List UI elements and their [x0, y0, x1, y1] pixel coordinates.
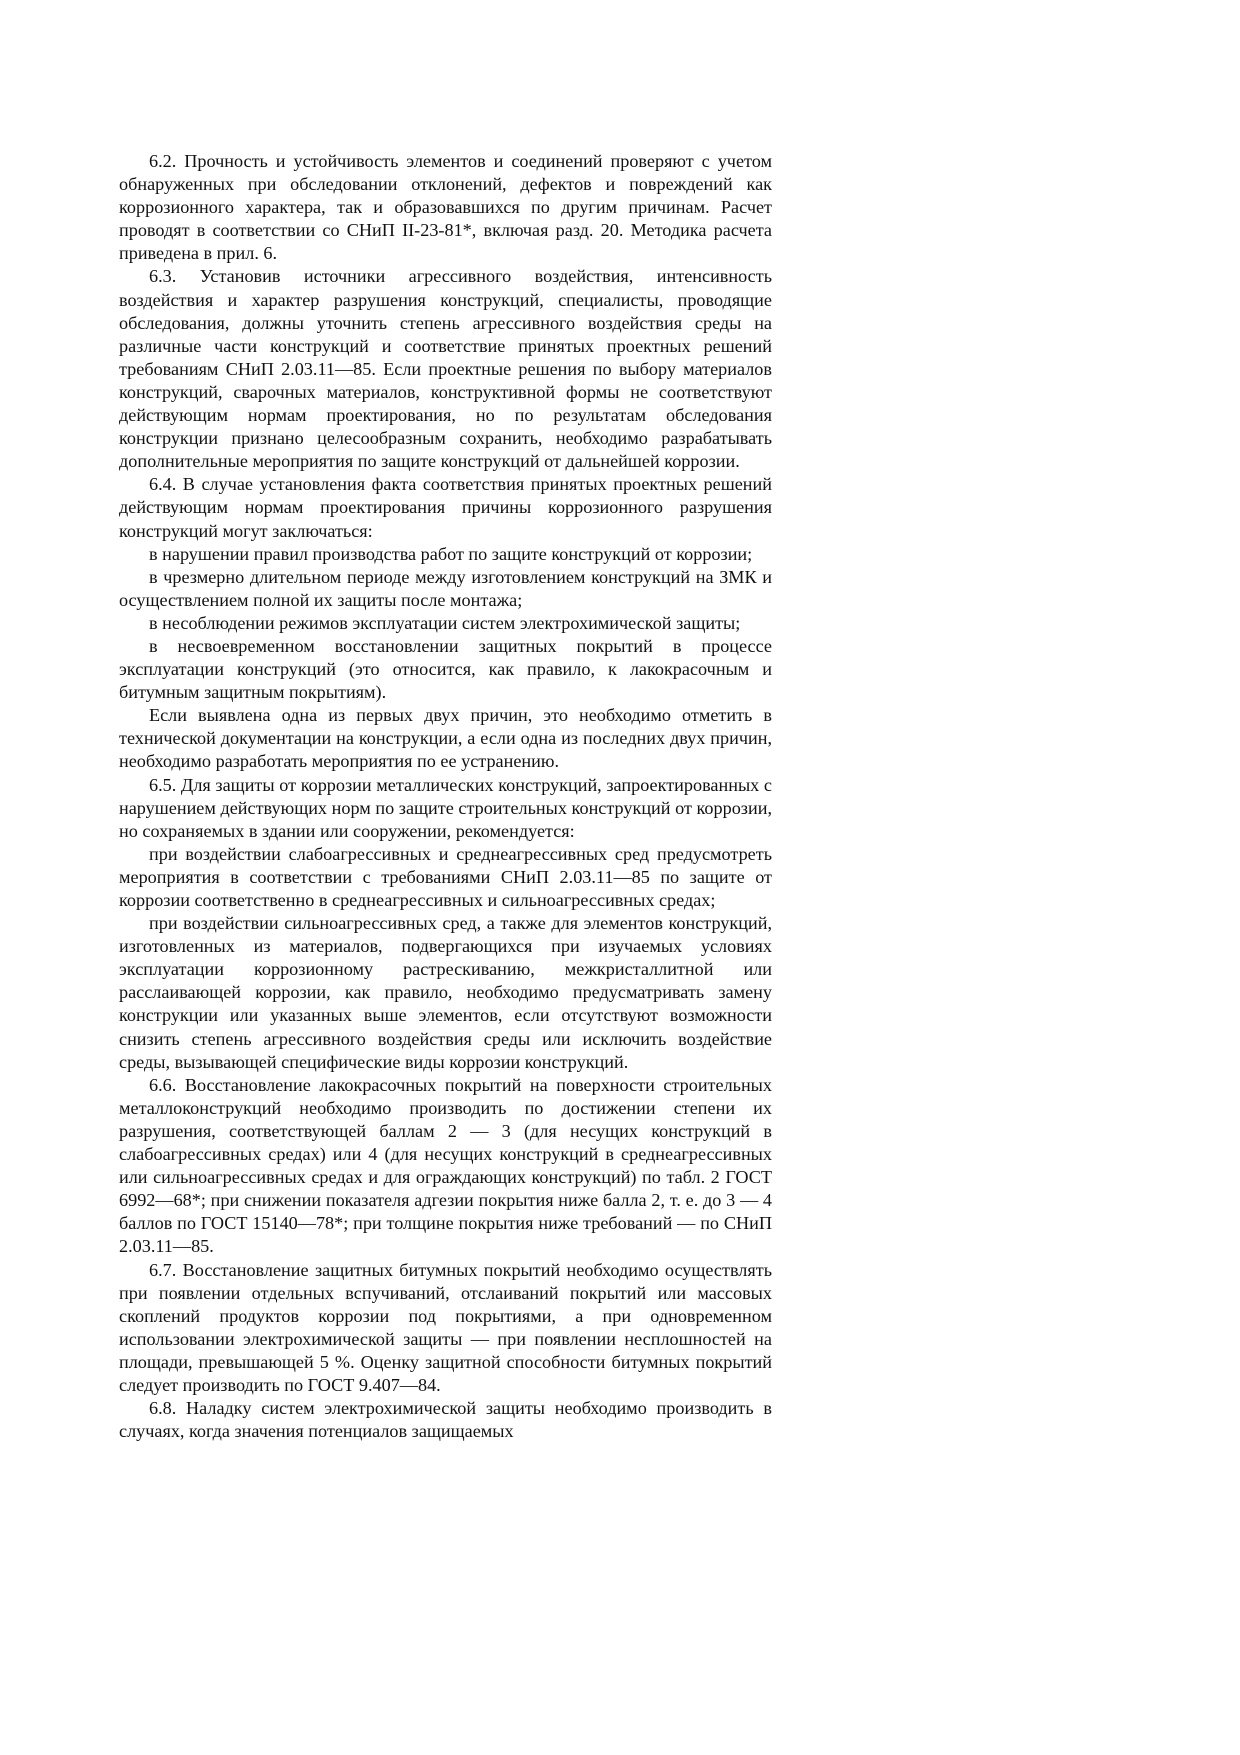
- list-item-weak-medium: при воздействии слабоагрессивных и среднеагрессивных сред предусмотреть мероприятия в соответствии с требованиями СНиП 2.03.11—85 по защите от коррозии соответственно в среднеагрессивных и сильноагрессивных средах;: [119, 843, 772, 910]
- paragraph-6-7: 6.7. Восстановление защитных битумных покрытий необходимо осуществлять при появлении отдельных вспучиваний, отслаиваний покрытий или массовых скоплений продуктов коррозии под покрытиями, а при одновременном использовании электрохимической защиты — при появлении несплошностей на площади, превышающей 5 %. Оценку защитной способности битумных покрытий следует производить по ГОСТ 9.407—84.: [119, 1259, 772, 1395]
- document-page: [119, 150, 772, 1443]
- list-item-cause-2: в чрезмерно длительном периоде между изготовлением конструкций на ЗМК и осуществлением полной их защиты после монтажа;: [119, 566, 772, 610]
- list-item-cause-3: в несоблюдении режимов эксплуатации систем электрохимической защиты;: [149, 612, 741, 633]
- paragraph-6-3: 6.3. Установив источники агрессивного воздействия, интенсивность воздействия и характер разрушения конструкций, специалисты, проводящие обследования, должны уточнить степень агрессивного воздействия среды на различные части конструкций и соответствие принятых проектных решений требованиям СНиП 2.03.11—85. Если проектные решения по выбору материалов конструкций, сварочных материалов, конструктивной формы не соответствуют действующим нормам проектирования, но по результатам обследования конструкции признано целесообразным сохранить, необходимо разрабатывать дополнительные мероприятия по защите конструкций от дальнейшей коррозии.: [119, 266, 772, 472]
- paragraph-causes-note: Если выявлена одна из первых двух причин, это необходимо отметить в технической документации на конструкции, а если одна из последних двух причин, необходимо разработать мероприятия по ее устранению.: [119, 705, 772, 772]
- list-item-cause-1: в нарушении правил производства работ по защите конструкций от коррозии;: [149, 543, 753, 564]
- paragraph-6-8: 6.8. Наладку систем электрохимической защиты необходимо производить в случаях, когда значения потенциалов защищаемых: [119, 1398, 772, 1442]
- paragraph-6-2: 6.2. Прочность и устойчивость элементов и соединений проверяют с учетом обнаруженных при обследовании отклонений, дефектов и повреждений как коррозионного характера, так и образовавшихся по другим причинам. Расчет проводят в соответствии со СНиП II-23-81*, включая разд. 20. Методика расчета приведена в прил. 6.: [119, 151, 772, 264]
- list-item-cause-4: в несвоевременном восстановлении защитных покрытий в процессе эксплуатации конструкций (это относится, как правило, к лакокрасочным и битумным защитным покрытиям).: [119, 635, 772, 703]
- paragraph-6-4: 6.4. В случае установления факта соответствия принятых проектных решений действующим нормам проектирования причины коррозионного разрушения конструкций могут заключаться:: [119, 474, 772, 541]
- paragraph-6-6: 6.6. Восстановление лакокрасочных покрытий на поверхности строительных металлоконструкций необходимо производить по достижении степени их разрушения, соответствующей баллам 2 — 3 (для несущих конструкций в слабоагрессивных средах) или 4 (для несущих конструкций в среднеагрессивных или сильноагрессивных средах и для ограждающих конструкций) по табл. 2 ГОСТ 6992—68*; при снижении показателя адгезии покрытия ниже балла 2, т. е. до 3 — 4 баллов по ГОСТ 15140—78*; при толщине покрытия ниже требований — по СНиП 2.03.11—85.: [119, 1074, 772, 1257]
- list-item-strong: при воздействии сильноагрессивных сред, а также для элементов конструкций, изготовленных из материалов, подвергающихся при изучаемых условиях эксплуатации коррозионному растрескиванию, межкристаллитной или расслаивающей коррозии, как правило, необходимо предусматривать замену конструкции или указанных выше элементов, если отсутствуют возможности снизить степень агрессивного воздействия среды или исключить воздействие среды, вызывающей специфические виды коррозии конструкций.: [119, 913, 772, 1072]
- paragraph-6-5: 6.5. Для защиты от коррозии металлических конструкций, запроектированных с нарушением действующих норм по защите строительных конструкций от коррозии, но сохраняемых в здании или сооружении, рекомендуется:: [119, 774, 772, 841]
